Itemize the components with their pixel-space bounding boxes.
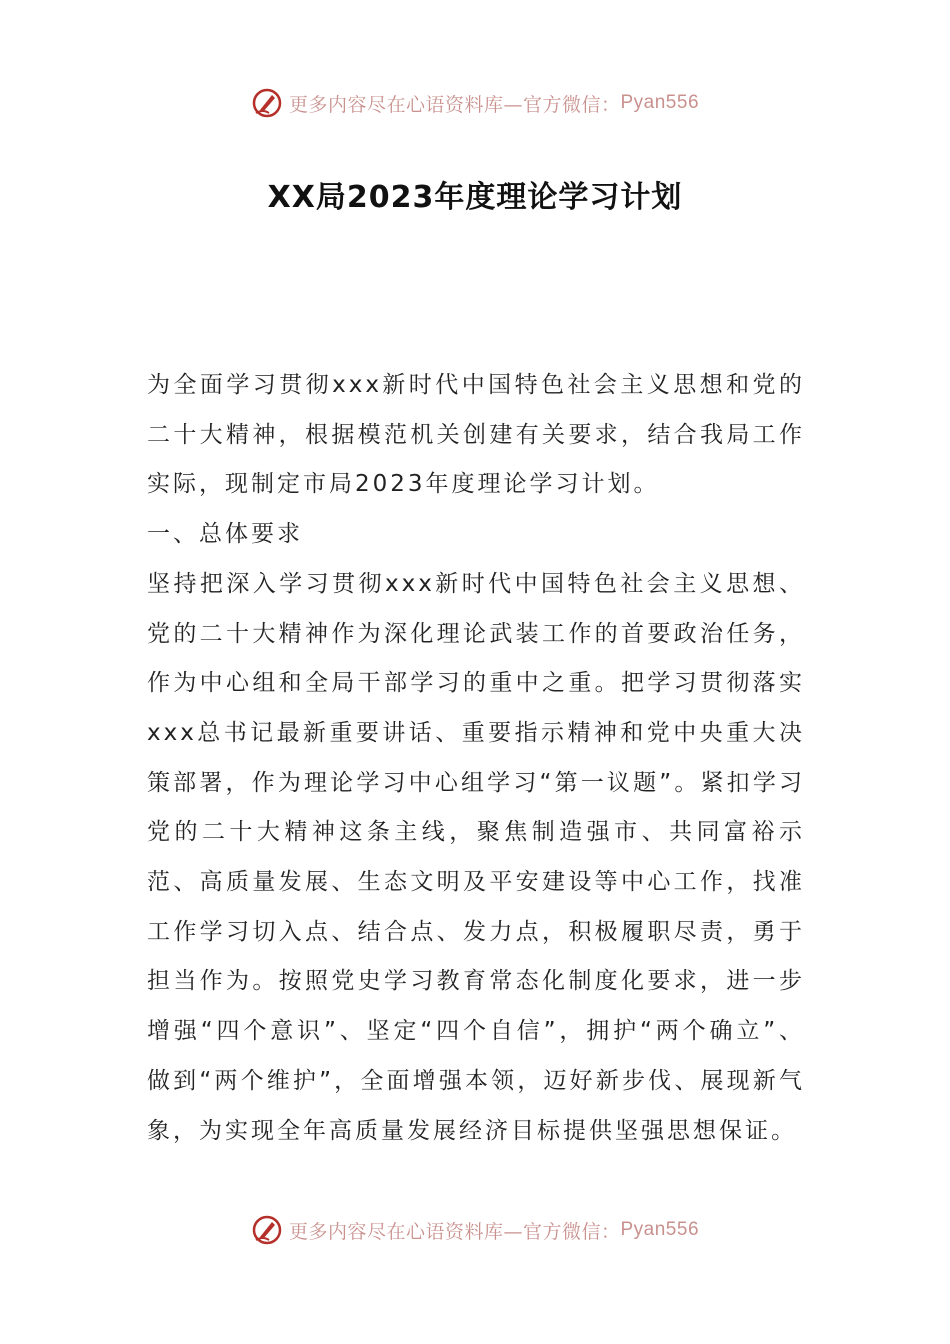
watermark-text: 更多内容尽在心语资料库—官方微信： bbox=[288, 93, 621, 116]
watermark-wechat-id: Pyan556 bbox=[620, 1219, 700, 1240]
paragraph-intro: 为全面学习贯彻xxx新时代中国特色社会主义思想和党的二十大精神，根据模范机关创建有关要求，结合我局工作实际，现制定市局2023年度理论学习计划。 bbox=[147, 372, 805, 498]
watermark-header bbox=[0, 83, 950, 123]
pen-logo-icon bbox=[251, 87, 283, 119]
document-title: XX局2023年度理论学习计划 bbox=[267, 180, 683, 215]
watermark-footer bbox=[0, 1210, 950, 1250]
pen-logo-icon bbox=[251, 1214, 283, 1246]
section-heading: 一、总体要求 bbox=[147, 521, 303, 548]
paragraph-requirements: 坚持把深入学习贯彻xxx新时代中国特色社会主义思想、党的二十大精神作为深化理论武装工作的首要政治任务，作为中心组和全局干部学习的重中之重。把学习贯彻落实xxx总书记最新重要讲话、重要指示精神和党中央重大决策部署，作为理论学习中心组学习“第一议题”。紧扣学习党的二十大精神这条主线，聚焦制造强市、共同富裕示范、高质量发展、生态文明及平安建设等中心工作，找准工作学习切入点、结合点、发力点，积极履职尽责，勇于担当作为。按照党史学习教育常态化制度化要求，进一步增强“四个意识”、坚定“四个自信”，拥护“两个确立”、做到“两个维护”，全面增强本领，迈好新步伐、展现新气象，为实现全年高质量发展经济目标提供坚强思想保证。 bbox=[147, 570, 805, 1144]
watermark-text: 更多内容尽在心语资料库—官方微信： bbox=[288, 1220, 621, 1243]
document-body bbox=[147, 361, 805, 1156]
watermark-wechat-id: Pyan556 bbox=[620, 92, 700, 113]
